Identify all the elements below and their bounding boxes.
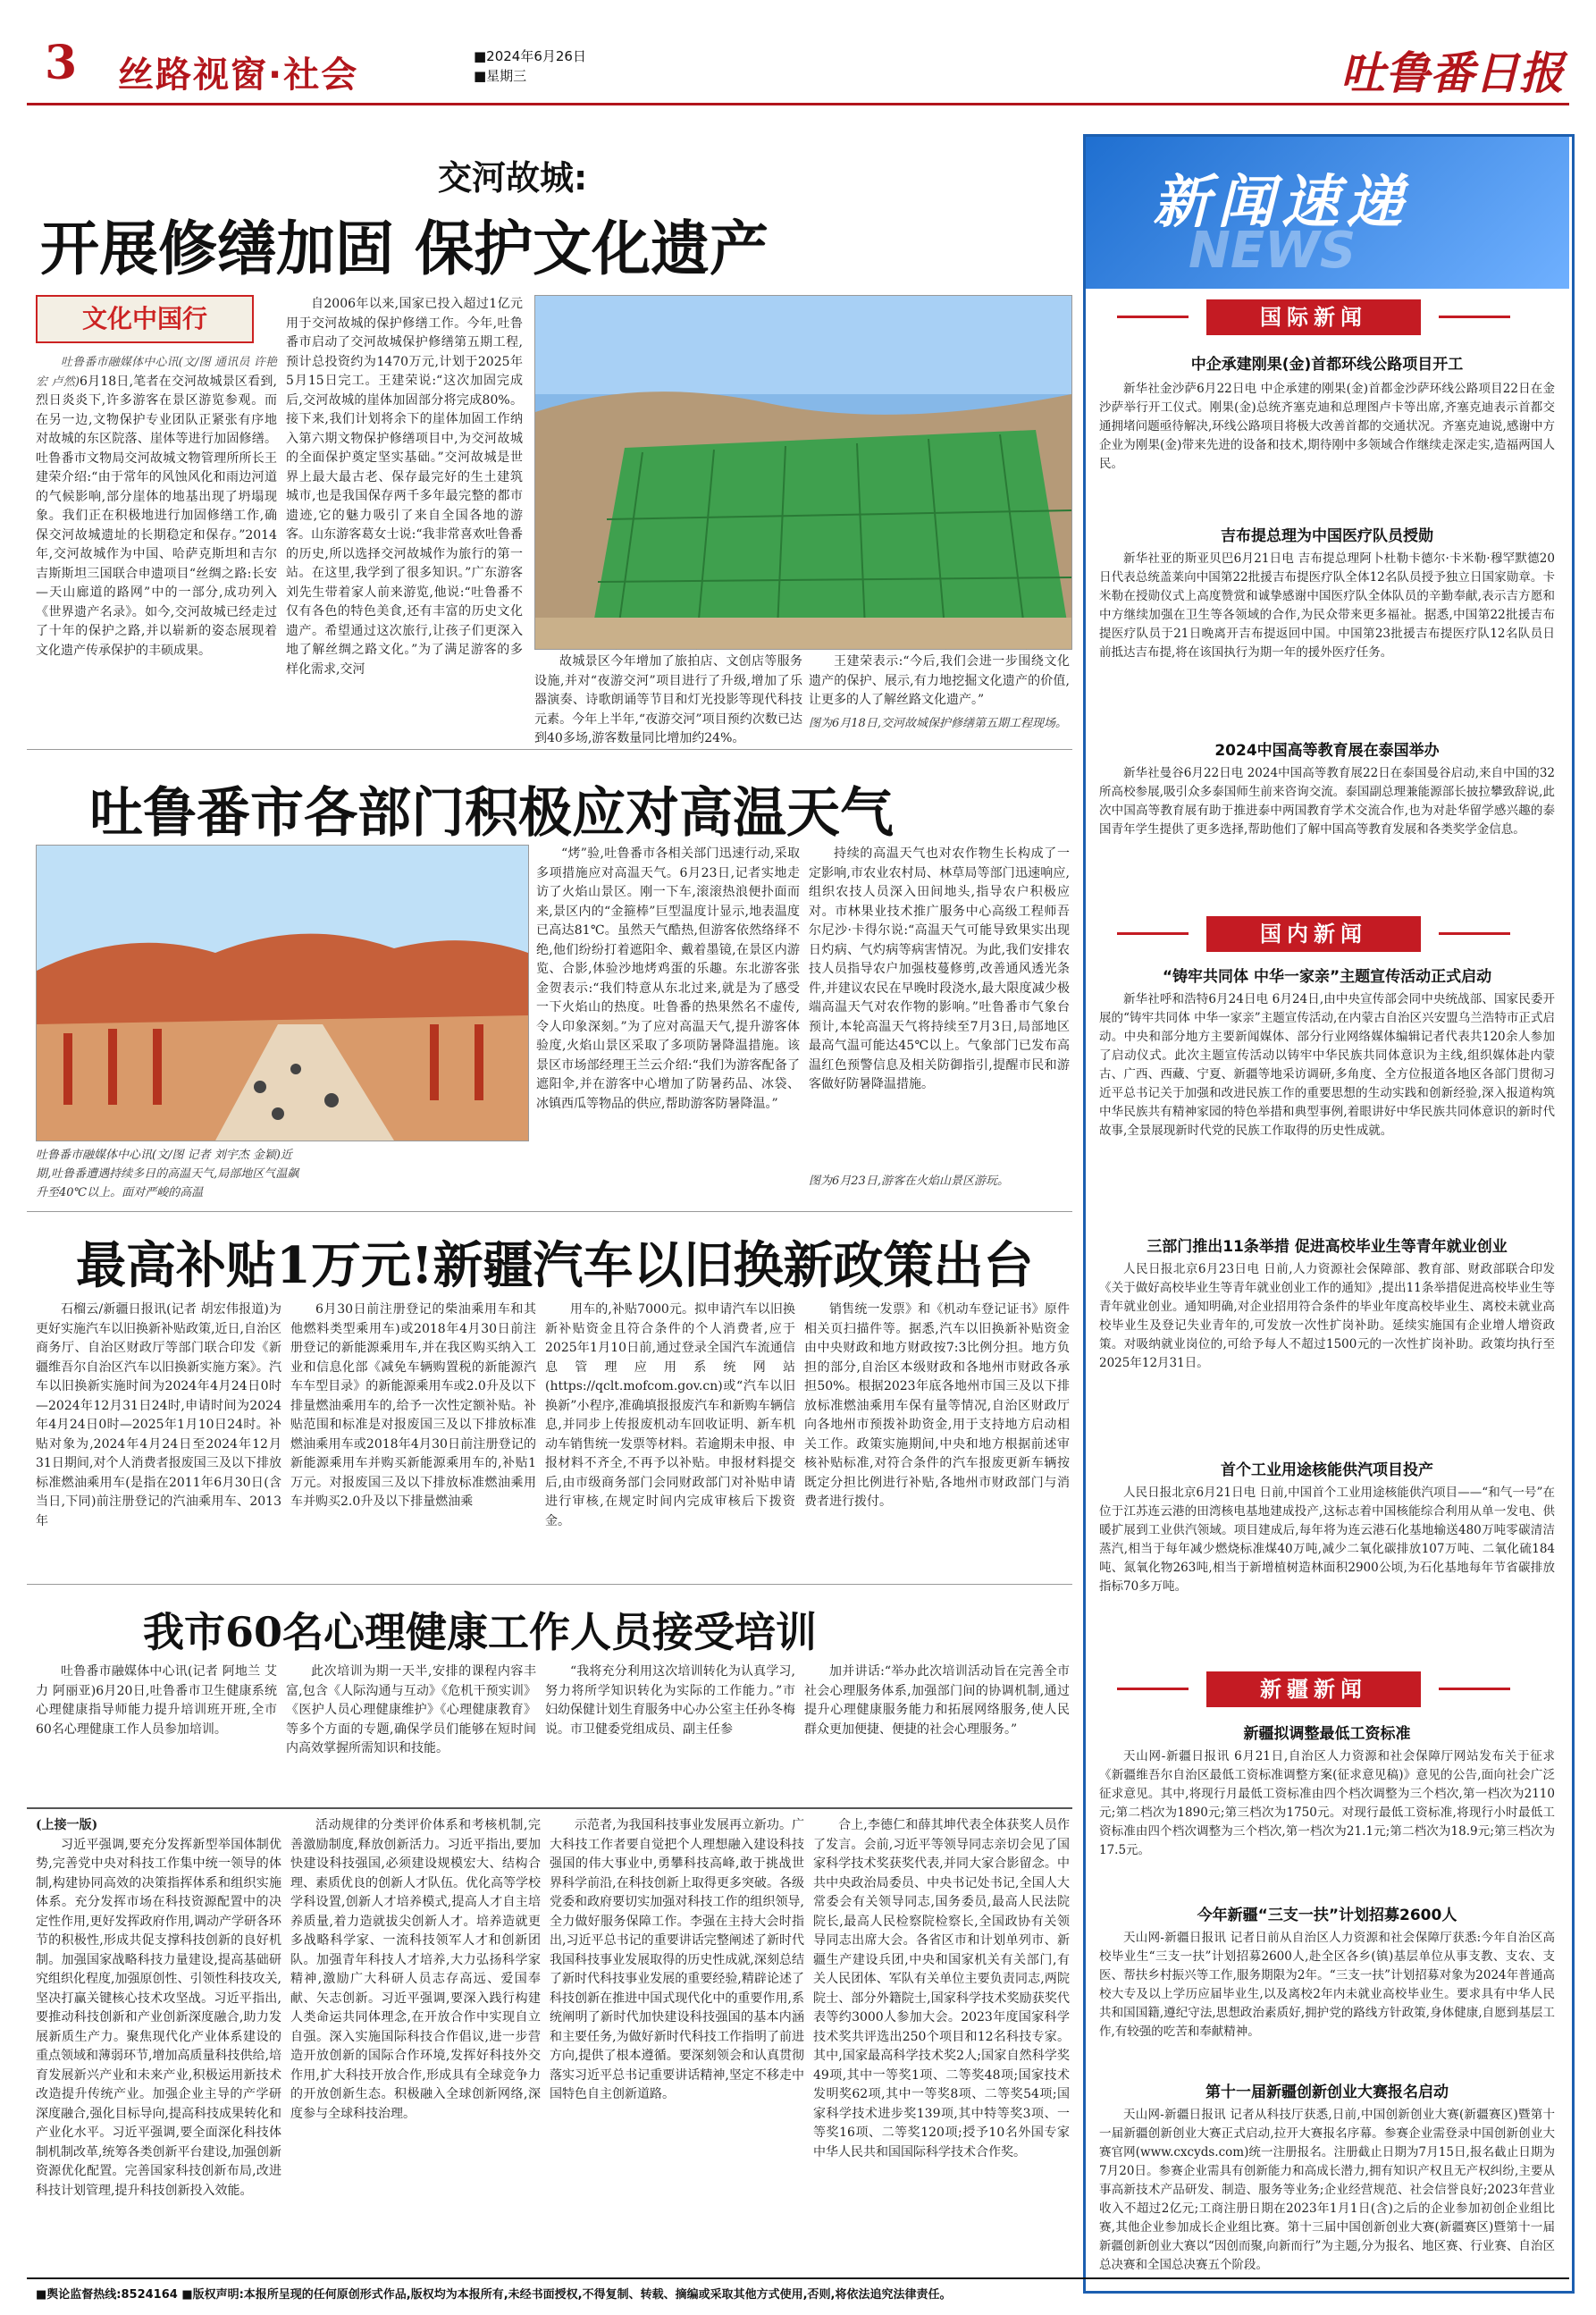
dom-text-1: 新华社呼和浩特6月24日电 6月24日,由中央宣传部会同中央统战部、国家民委开展的“铸牢共同体 中华一家亲”主题宣传活动,在内蒙古自治区兴安盟乌兰浩特市正式启动。中央和部分地方主要新闻媒体、部分行业网络媒体编辑记者代表共120余人参加了启动仪式。此次主题宣传活动以铸牢中华民族共同体意识为主线,组织媒体赴内蒙古、广西、西藏、宁夏、新疆等地采访调研,多角度、全方位报道各地区各部门贯彻习近平总书记关于加强和改进民族工作的重要思想的生动实践和创新经验,深入报道构筑中华民族共有精神家园的特色举措和典型事例,着眼讲好中华民族共同体意识的新时代故事,全景展现新时代党的民族工作取得的历史性成就。 xyxy=(1099,992,1555,1138)
a1-kicker: 交河故城: xyxy=(438,158,588,198)
masthead-logo: 吐鲁番日报 xyxy=(1340,46,1564,99)
a4-col4: 加并讲话:“举办此次培训活动旨在完善全市社会心理服务体系,加强部门间的协调机制,通过提升心理健康服务能力和拓展网络服务,使人民群众更加便捷、便捷的社会心理服务。” xyxy=(804,1664,1070,1737)
a1-photo-graphic xyxy=(535,296,1071,649)
a3-col3: 用车的,补贴7000元。拟申请汽车以旧换新补贴资金且符合条件的个人消费者,应于2025年1月10日前,通过登录全国汽车流通信息管理应用系统网站(https://qclt.mofcom.gov.cn)或“汽车以旧换新”小程序,准确填报报废汽车和新购车辆信息,并同步上传报废机动车回收证明、新车机动车销售统一发票等材料。若逾期未申报、申报材料不齐全,不再予以补贴。申报材料提交后,由市级商务部门会同财政部门对补贴申请进行审核,在规定时间内完成审核后下拨资金。 xyxy=(545,1302,795,1528)
a1-col3: 故城景区今年增加了旅拍店、文创店等服务设施,并对“夜游交河”项目进行了升级,增加了乐器演奏、诗歌朗诵等节目和灯光投影等现代科技元素。今年上半年,“夜游交河”项目预约次数已达到40多场,游客数量同比增加约24%。 xyxy=(534,654,802,745)
domestic-news-header: 国内新闻 xyxy=(1206,916,1421,952)
xinjiang-news-header: 新疆新闻 xyxy=(1206,1671,1421,1707)
dom-headline-1: “铸牢共同体 中华一家亲”主题宣传活动正式启动 xyxy=(1162,968,1492,986)
news-banner-en: NEWS xyxy=(1189,222,1357,280)
xj-text-2: 天山网-新疆日报讯 记者日前从自治区人力资源和社会保障厅获悉:今年自治区高校毕业生“三支一扶”计划招募2600人,赴全区各乡(镇)基层单位从事支教、支农、支医、帮扶乡村振兴等工作,服务期限为2年。“三支一扶”计划招募对象为2024年普通高校大专及以上学历应届毕业生,以及离校2年内未就业高校毕业生。要求具有中华人民共和国国籍,遵纪守法,思想政治素质好,拥护党的路线方针政策,身体健康,自愿到基层工作,有较强的吃苦和奉献精神。 xyxy=(1099,1931,1555,2039)
a5-col1: (上接一版) 习近平强调,要充分发挥新型举国体制优势,完善党中央对科技工作集中统一领导的体制,构建协同高效的决策指挥体系和组织实施体系。充分发挥市场在科技资源配置中的决定性作用,更好发挥政府作用,调动产学研各环节的积极性,形成共促支撑科技创新的良好机制。加强国家战略科技力量建设,提高基础研究组织化程度,加强原创性、引领性科技攻关,坚决打赢关键核心技术攻坚战。习近平指出,要推动科技创新和产业创新深度融合,助力发展新质生产力。聚焦现代化产业体系建设的重点领域和薄弱环节,增加高质量科技供给,培育发展新兴产业和未来产业,积极运用新技术改造提升传统产业。加强企业主导的产学研深度融合,强化目标导向,提高科技成果转化和产业化水平。习近平强调,要全面深化科技体制机制改革,统筹各类创新平台建设,加强创新资源优化配置。完善国家科技创新布局,改进科技计划管理,提升科技创新投入效能。 xyxy=(36,1818,281,2198)
page-number: 3 xyxy=(45,36,78,90)
intl-headline-2: 吉布提总理为中国医疗队员授勋 xyxy=(1221,527,1433,545)
a2-col1: “烤”验,吐鲁番市各相关部门迅速行动,采取多项措施应对高温天气。6月23日,记者实地走访了火焰山景区。刚一下车,滚滚热浪便扑面而来,景区内的“金箍棒”巨型温度计显示,地表温度已高达81℃。虽然天气酷热,但游客依然络绎不绝,他们纷纷打着遮阳伞、戴着墨镜,在景区内游览、合影,体验沙地烤鸡蛋的乐趣。东北游客张金贺表示:“我们特意从东北过来,就是为了感受一下火焰山的热度。吐鲁番的热果然名不虚传,令人印象深刻。”为了应对高温天气,提升游客体验度,火焰山景区采取了多项防暑降温措施。该景区市场部经理王兰云介绍:“我们为游客配备了遮阳伞,并在游客中心增加了防暑药品、冰袋、冰镇西瓜等物品的供应,帮助游客防暑降温。” xyxy=(536,846,800,1111)
a3-col1: 石榴云/新疆日报讯(记者 胡宏伟报道)为更好实施汽车以旧换新补贴政策,近日,自治区商务厅、自治区财政厅等部门联合印发《新疆维吾尔自治区汽车以旧换新实施方案》。汽车以旧换新实施时间为2024年4月24日0时—2024年12月31日24时,申请时间为2024年4月24日0时—2025年1月10日24时。补贴对象为,2024年4月24日至2024年12月31日期间,对个人消费者报废国三及以下排放标准燃油乘用车(是指在2011年6月30日(含当日,下同)前注册登记的汽油乘用车、2013年 xyxy=(36,1302,281,1528)
a2-caption: 吐鲁番市融媒体中心讯(文/图 记者 刘宇杰 金颖)近期,吐鲁番遭遇持续多日的高温天气,局部地区气温飙升至40℃以上。面对严峻的高温 xyxy=(36,1149,299,1200)
a3-col4: 销售统一发票》和《机动车登记证书》原件相关页扫描件等。据悉,汽车以旧换新补贴资金由中央财政和地方财政按7:3比例分担。地方负担的部分,自治区本级财政和各地州市财政各承担50%。根据2023年底各地州市国三及以下排放标准燃油乘用车保有量等情况,自治区财政厅向各地州市预拨补助资金,用于支持地方启动相关工作。政策实施期间,中央和地方根据前述审核补贴标准,对符合条件的汽车报废更新车辆按既定分担比例进行补贴,各地州市财政部门与消费者进行拨付。 xyxy=(804,1302,1070,1509)
a2-photo-graphic xyxy=(37,846,528,1141)
a5-col3: 示范者,为我国科技事业发展再立新功。广大科技工作者要自觉把个人理想融入建设科技强国的伟大事业中,勇攀科技高峰,敢于挑战世界科学前沿,在科技创新上取得更多突破。各级党委和政府要切实加强对科技工作的组织领导,全力做好服务保障工作。李强在主持大会时指出,习近平总书记的重要讲话完整阐述了新时代我国科技事业发展取得的历史性成就,深刻总结了新时代科技事业发展的重要经验,精辟论述了科技创新在推进中国式现代化中的重要作用,系统阐明了新时代加快建设科技强国的基本内涵和主要任务,为做好新时代科技工作指明了前进方向,提供了根本遵循。要深刻领会和认真贯彻落实习近平总书记重要讲话精神,坚定不移走中国特色自主创新道路。 xyxy=(550,1818,804,2101)
dom-text-3: 人民日报北京6月21日电 日前,中国首个工业用途核能供汽项目——“和气一号”在位于江苏连云港的田湾核电基地建成投产,这标志着中国核能综合利用从单一发电、供暖扩展到工业供汽领域。项目建成后,每年将为连云港石化基地输送480万吨零碳清洁蒸汽,相当于每年减少燃烧标准煤40万吨,减少二氧化碳排放107万吨、二氧化硫184吨、氮氧化物263吨,相当于新增植树造林面积2900公顷,为石化基地每年节省碳排放指标70多万吨。 xyxy=(1099,1486,1555,1594)
weekday-text: ■星期三 xyxy=(474,68,527,84)
a3-headline: 最高补贴1万元!新疆汽车以旧换新政策出台 xyxy=(76,1236,1034,1295)
divider xyxy=(27,749,1072,750)
footer-notice: ■舆论监督热线:8524164 ■版权声明:本报所呈现的任何原创形式作品,版权均为本报所有,未经书面授权,不得复制、转载、摘编或采取其他方式使用,否则,将依法追究法律责任。 xyxy=(36,2288,952,2302)
header-rule xyxy=(27,103,1569,105)
a1-caption: 图为6月18日,交河故城保护修缮第五期工程现场。 xyxy=(809,717,1067,730)
a5-lead: (上接一版) xyxy=(36,1818,98,1832)
intl-headline-1: 中企承建刚果(金)首都环线公路项目开工 xyxy=(1190,356,1464,374)
xj-headline-3: 第十一届新疆创新创业大赛报名启动 xyxy=(1205,2084,1449,2101)
a3-col2: 6月30日前注册登记的柴油乘用车和其他燃料类型乘用车)或2018年4月30日前注册登记的新能源乘用车,并在我区购买纳入工业和信息化部《减免车辆购置税的新能源汽车车型目录》的新能源乘用车或2.0升及以下排量燃油乘用车的,给予一次性定额补贴。补贴范围和标准是对报废国三及以下排放标准燃油乘用车或2018年4月30日前注册登记的新能源乘用车并购买新能源乘用车的,补贴1万元。对报废国三及以下排放标准燃油乘用车并购买2.0升及以下排量燃油乘 xyxy=(290,1302,536,1509)
dom-text-2: 人民日报北京6月23日电 日前,人力资源社会保障部、教育部、财政部联合印发《关于做好高校毕业生等青年就业创业工作的通知》,提出11条举措促进高校毕业生等青年就业创业。通知明确,对企业招用符合条件的毕业年度高校毕业生、离校未就业高校毕业生及登记失业青年的,可发放一次性扩岗补助。延续实施国有企业增人增资政策。对吸纳就业岗位的,可给予每人不超过1500元的一次性扩岗补助。政策均执行至2025年12月31日。 xyxy=(1099,1262,1555,1370)
xj-text-1: 天山网-新疆日报讯 6月21日,自治区人力资源和社会保障厅网站发布关于征求《新疆维吾尔自治区最低工资标准调整方案(征求意见稿)》意见的公告,面向社会广泛征求意见。其中,将现行月最低工资标准由四个档次调整为三个档次,第一档次为2110元;第二档次为1890元;第三档次为1750元。对现行最低工资标准,将现行小时最低工资标准由四个档次调整为三个档次,第一档次为21.1元;第二档次为18.9元;第三档次为17.5元。 xyxy=(1099,1749,1555,1857)
a2-headline: 吐鲁番市各部门积极应对高温天气 xyxy=(89,782,894,845)
divider xyxy=(27,1211,1072,1212)
a5-col4: 合上,李德仁和薛其坤代表全体获奖人员作了发言。会前,习近平等领导同志亲切会见了国家科学技术奖获奖代表,并同大家合影留念。中共中央政治局委员、中央书记处书记,全国人大常委会有关领导同志,国务委员,最高人民法院院长,最高人民检察院检察长,全国政协有关领导同志出席大会。各省区市和计划单列市、新疆生产建设兵团,中央和国家机关有关部门,有关人民团体、军队有关单位主要负责同志,两院院士、部分外籍院士,国家科学技术奖励获奖代表等约3000人参加大会。2023年度国家科学技术奖共评选出250个项目和12名科技专家。其中,国家最高科学技术奖2人;国家自然科学奖49项,其中一等奖1项、二等奖48项;国家技术发明奖62项,其中一等奖8项、二等奖54项;国家科学技术进步奖139项,其中特等奖3项、一等奖16项、二等奖120项;授予10名外国专家中华人民共和国国际科学技术合作奖。 xyxy=(813,1818,1070,2159)
divider xyxy=(27,1584,1072,1585)
news-banner-title: 新闻速递 xyxy=(1153,170,1410,236)
intl-text-3: 新华社曼谷6月22日电 2024中国高等教育展22日在泰国曼谷启动,来自中国的32所高校参展,吸引众多泰国师生前来咨询交流。泰国副总理兼能源部长披拉攀致辞说,此次中国高等教育展有助于推进泰中两国教育学术交流合作,也为对赴华留学感兴趣的泰国青年学生提供了更多选择,帮助他们了解中国高等教育发展和各类奖学金信息。 xyxy=(1099,766,1555,837)
issue-date xyxy=(474,46,586,86)
a5-col2: 活动规律的分类评价体系和考核机制,完善激励制度,释放创新活力。习近平指出,要加快建设科技强国,必须建设规模宏大、结构合理、素质优良的创新人才队伍。优化高等学校学科设置,创新人才培养模式,提高人才自主培养质量,着力造就拔尖创新人才。培养造就更多战略科学家、一流科技领军人才和创新团队。加强青年科技人才培养,大力弘扬科学家精神,激励广大科研人员志存高远、爱国奉献、矢志创新。习近平强调,要深入践行构建人类命运共同体理念,在开放合作中实现自立自强。深入实施国际科技合作倡议,进一步营造开放创新的国际合作环境,发挥好科技外交作用,扩大科技开放合作,形成具有全球竞争力的开放创新生态。积极融入全球创新网络,深度参与全球科技治理。 xyxy=(290,1818,541,2121)
a4-col3: “我将充分利用这次培训转化为认真学习,努力将所学知识转化为实际的工作能力。”市妇幼保健计划生育服务中心办公室主任孙冬梅说。市卫健委党组成员、副主任参 xyxy=(545,1664,795,1737)
a1-byline: 吐鲁番市融媒体中心讯(文/图 通讯员 许艳宏 卢然) xyxy=(36,356,277,389)
a1-col1: 吐鲁番市融媒体中心讯(文/图 通讯员 许艳宏 卢然)6月18日,笔者在交河故城景区看到,烈日炎炎下,许多游客在景区游览参观。而在另一边,文物保护专业团队正紧张有序地对故城的东区院落、崖体等进行加固修缮。吐鲁番市文物局交河故城文物管理所所长王建荣介绍:“由于常年的风蚀风化和雨边河道的气候影响,部分崖体的地基出现了坍塌现象。我们正在积极地进行加固修缮工作,确保交河故城遗址的长期稳定和保存。”2014年,交河故城作为中国、哈萨克斯坦和吉尔吉斯斯坦三国联合申遗项目“丝绸之路:长安—天山廊道的路网”中的一部分,成功列入《世界遗产名录》。如今,交河故城已经走过了十年的保护之路,并以崭新的姿态展现着文化遗产传承保护的丰硕成果。 xyxy=(36,356,277,658)
dom-headline-3: 首个工业用途核能供汽项目投产 xyxy=(1221,1461,1433,1479)
dom-headline-2: 三部门推出11条举措 促进高校毕业生等青年就业创业 xyxy=(1147,1238,1508,1256)
a1-photo xyxy=(534,295,1072,650)
footer-rule xyxy=(27,2277,1569,2279)
section-title: 丝路视窗·社会 xyxy=(118,55,359,96)
a1-headline: 开展修缮加固 保护文化遗产 xyxy=(40,214,769,283)
a4-col1: 吐鲁番市融媒体中心讯(记者 阿地兰 艾力 阿丽亚)6月20日,吐鲁番市卫生健康系统心理健康指导师能力提升培训班开班,全市60名心理健康工作人员参加培训。 xyxy=(36,1664,277,1737)
a1-col2: 自2006年以来,国家已投入超过1亿元用于交河故城的保护修缮工作。今年,吐鲁番市启动了交河故城保护修缮第五期工程,预计总投资约为1470万元,计划于2025年5月15日完工。王建荣说:“这次加固完成后,交河故城的崖体加固部分将完成80%。接下来,我们计划将余下的崖体加固工作纳入第六期文物保护修缮项目中,为交河故城的全面保护奠定坚实基础。”交河故城是世界上最大最古老、保存最完好的生土建筑城市,也是我国保存两千多年最完整的都市遗迹,它的魅力吸引了来自全国各地的游客。山东游客葛女士说:“我非常喜欢吐鲁番的历史,所以选择交河故城作为旅行的第一站。在这里,我学到了很多知识。”广东游客刘先生带着家人前来游览,他说:“吐鲁番不仅有各色的特色美食,还有丰富的历史文化遗产。希望通过这次旅行,让孩子们更深入地了解丝绸之路文化。”为了满足游客的多样化需求,交河 xyxy=(286,297,523,677)
xj-text-3: 天山网-新疆日报讯 记者从科技厅获悉,日前,中国创新创业大赛(新疆赛区)暨第十一届新疆创新创业大赛正式启动,拉开大赛报名序幕。参赛企业需登录中国创新创业大赛官网(www.cxcyds.com)统一注册报名。注册截止日期为7月15日,报名截止日期为7月20日。参赛企业需具有创新能力和高成长潜力,拥有知识产权且无产权纠纷,主要从事高新技术产品研发、制造、服务等业务;企业经营规范、社会信誉良好;2023年营业收入不超过2亿元;工商注册日期在2023年1月1日(含)之后的企业参加初创企业组比赛,其他企业参加成长企业组比赛。第十三届中国创新创业大赛(新疆赛区)暨第十一届新疆创新创业大赛以“因创而聚,向新而行”为主题,分为报名、地区赛、行业赛、自治区总决赛和全国总决赛五个阶段。 xyxy=(1099,2108,1555,2272)
xj-headline-1: 新疆拟调整最低工资标准 xyxy=(1243,1725,1411,1743)
intl-news-header: 国际新闻 xyxy=(1206,299,1421,335)
culture-tag: 文化中国行 xyxy=(36,295,254,343)
a2-col2: 持续的高温天气也对农作物生长构成了一定影响,市农业农村局、林草局等部门迅速响应,组织农技人员深入田间地头,指导农户积极应对。市林果业技术推广服务中心高级工程师吾尔尼沙·卡得尔说:“高温天气可能导致果实出现日灼病、气灼病等病害情况。为此,我们安排农技人员指导农户加强枝蔓修剪,改善通风透光条件,并建议农民在早晚时段浇水,最大限度减少极端高温天气对农作物的影响。”吐鲁番市气象台预计,本轮高温天气将持续至7月3日,局部地区最高气温可能达45℃以上。气象部门已发布高温红色预警信息及相关防御指引,提醒市民和游客做好防暑降温措施。 xyxy=(809,846,1070,1091)
divider xyxy=(27,1807,1072,1809)
a1-col4: 王建荣表示:“今后,我们会进一步围绕文化遗产的保护、展示,有力地挖掘文化遗产的价值,让更多的人了解丝路文化遗产。” xyxy=(809,654,1070,707)
intl-text-1: 新华社金沙萨6月22日电 中企承建的刚果(金)首都金沙萨环线公路项目22日在金沙萨举行开工仪式。刚果(金)总统齐塞克迪和总理图卢卡等出席,齐塞克迪表示首都交通拥堵问题亟待解决,环线公路项目将极大改善首都的交通状况。齐塞克迪说,感谢中方企业为刚果(金)带来先进的设备和技术,期待刚中多领域合作继续走深走实,造福两国人民。 xyxy=(1099,382,1555,471)
intl-text-2: 新华社亚的斯亚贝巴6月21日电 吉布提总理阿卜杜勒卡德尔·卡米勒·穆罕默德20日代表总统盖莱向中国第22批援吉布提医疗队全体12名队员授予独立日国家勋章。卡米勒在授勋仪式上高度赞赏和诚挚感谢中国医疗队全体队员的辛勤奉献,表示吉方愿和中方继续加强在卫生等各领域的合作,为民众带来更多福祉。据悉,中国第22批援吉布提医疗队员于21日晚离开吉布提返回中国。中国第23批援吉布提医疗队12名队员日前抵达吉布提,将在该国执行为期一年的援外医疗任务。 xyxy=(1099,551,1555,660)
intl-headline-3: 2024中国高等教育展在泰国举办 xyxy=(1214,742,1440,760)
a2-photo xyxy=(36,845,529,1141)
a4-headline: 我市60名心理健康工作人员接受培训 xyxy=(143,1608,818,1656)
a2-caption2: 图为6月23日,游客在火焰山景区游玩。 xyxy=(809,1174,1009,1188)
xj-headline-2: 今年新疆“三支一扶”计划招募2600人 xyxy=(1197,1907,1457,1924)
a4-col2: 此次培训为期一天半,安排的课程内容丰富,包含《人际沟通与互动》《危机干预实训》《医护人员心理健康维护》《心理健康教育》等多个方面的专题,确保学员们能够在短时间内高效掌握所需知识和技能。 xyxy=(286,1664,536,1755)
date-text: ■2024年6月26日 xyxy=(474,48,586,64)
